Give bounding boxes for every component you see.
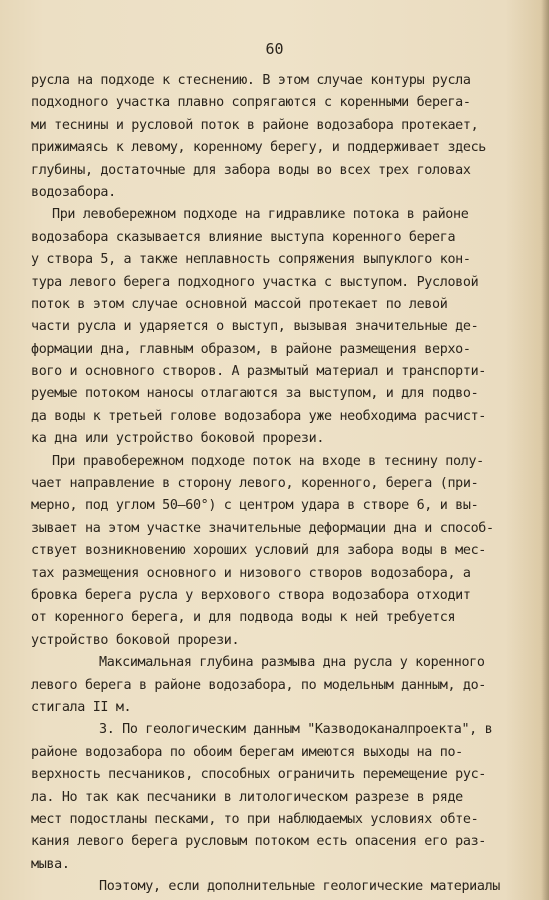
text-line: левого берега в районе водозабора, по модельным данным, до- — [31, 677, 486, 693]
text-line: от коренного берега, и для подвода воды к ней требуется — [31, 610, 456, 626]
text-line: верхность песчаников, способных ограничить перемещение рус- — [31, 767, 486, 783]
text-line: прижимаясь к левому, коренному берегу, и поддерживает здесь — [31, 140, 486, 156]
text-line: бровка берега русла у верхового створа водозабора отходит — [31, 587, 471, 603]
text-line: стигала II м. — [31, 699, 132, 715]
text-line: мест подостланы песками, то при наблюдаемых условиях обте- — [31, 811, 479, 827]
text-line: ствует возникновению хороших условий для забора воды в мес- — [31, 543, 486, 559]
text-line: тура левого берега подходного участка с выступом. Русловой — [31, 274, 479, 290]
text-line: зывает на этом участке значительные деформации дна и способ- — [31, 520, 494, 536]
text-line: водозабора. — [31, 184, 116, 200]
text-line: руемые потоком наносы отлагаются за выступом, и для подво- — [31, 386, 479, 402]
body-text — [0, 70, 549, 898]
text-line: кания левого берега русловым потоком есть опасения его раз- — [31, 834, 486, 850]
text-line: части русла и ударяется о выступ, вызывая значительные де- — [31, 319, 479, 335]
text-line: русла на подходе к стеснению. В этом случае контуры русла — [31, 73, 471, 88]
text-line: ми теснины и русловой поток в районе водозабора протекает, — [31, 117, 479, 133]
text-line: Поэтому, если дополнительные геологические материалы — [99, 879, 501, 895]
text-line: ла. Но так как песчаники в литологическом разрезе в ряде — [31, 789, 463, 805]
text-line: При правобережном подходе поток на входе в теснину полу- — [52, 453, 484, 469]
text-line: устройство боковой прорези. — [31, 632, 240, 648]
text-line: глубины, достаточные для забора воды во всех трех головах — [31, 162, 471, 178]
text-line: При левобережном подходе на гидравлике потока в районе — [52, 207, 469, 223]
text-line: поток в этом случае основной массой протекает по левой — [31, 296, 448, 312]
text-line: вого и основного створов. А размытый материал и транспорти- — [31, 364, 486, 380]
text-line: у створа 5, а также неплавность сопряжения выпуклого кон- — [31, 252, 471, 268]
text-line: подходного участка плавно сопрягаются с коренными берега- — [31, 95, 471, 111]
text-line: мыва. — [31, 856, 70, 872]
text-line: ка дна или устройство боковой прорези. — [31, 431, 325, 447]
text-line: тах размещения основного и низового створов водозабора, а — [31, 565, 471, 581]
text-line: районе водозабора по обоим берегам имеются выходы на по- — [31, 744, 463, 760]
text-line: формации дна, главным образом, в районе размещения верхо- — [31, 341, 471, 357]
page-number: 60 — [265, 40, 284, 58]
text-line: чает направление в сторону левого, коренного, берега (при- — [31, 476, 479, 492]
text-line: мерно, под углом 50–60°) с центром удара в створе 6, и вы- — [31, 498, 479, 514]
text-line: Максимальная глубина размыва дна русла у коренного — [99, 655, 485, 671]
text-line: 3. По геологическим данным "Казводоканалпроекта", в — [99, 722, 493, 738]
text-line: да воды к третьей голове водозабора уже необходима расчист- — [31, 408, 486, 424]
text-line: водозабора сказывается влияние выступа коренного берега — [31, 229, 456, 245]
